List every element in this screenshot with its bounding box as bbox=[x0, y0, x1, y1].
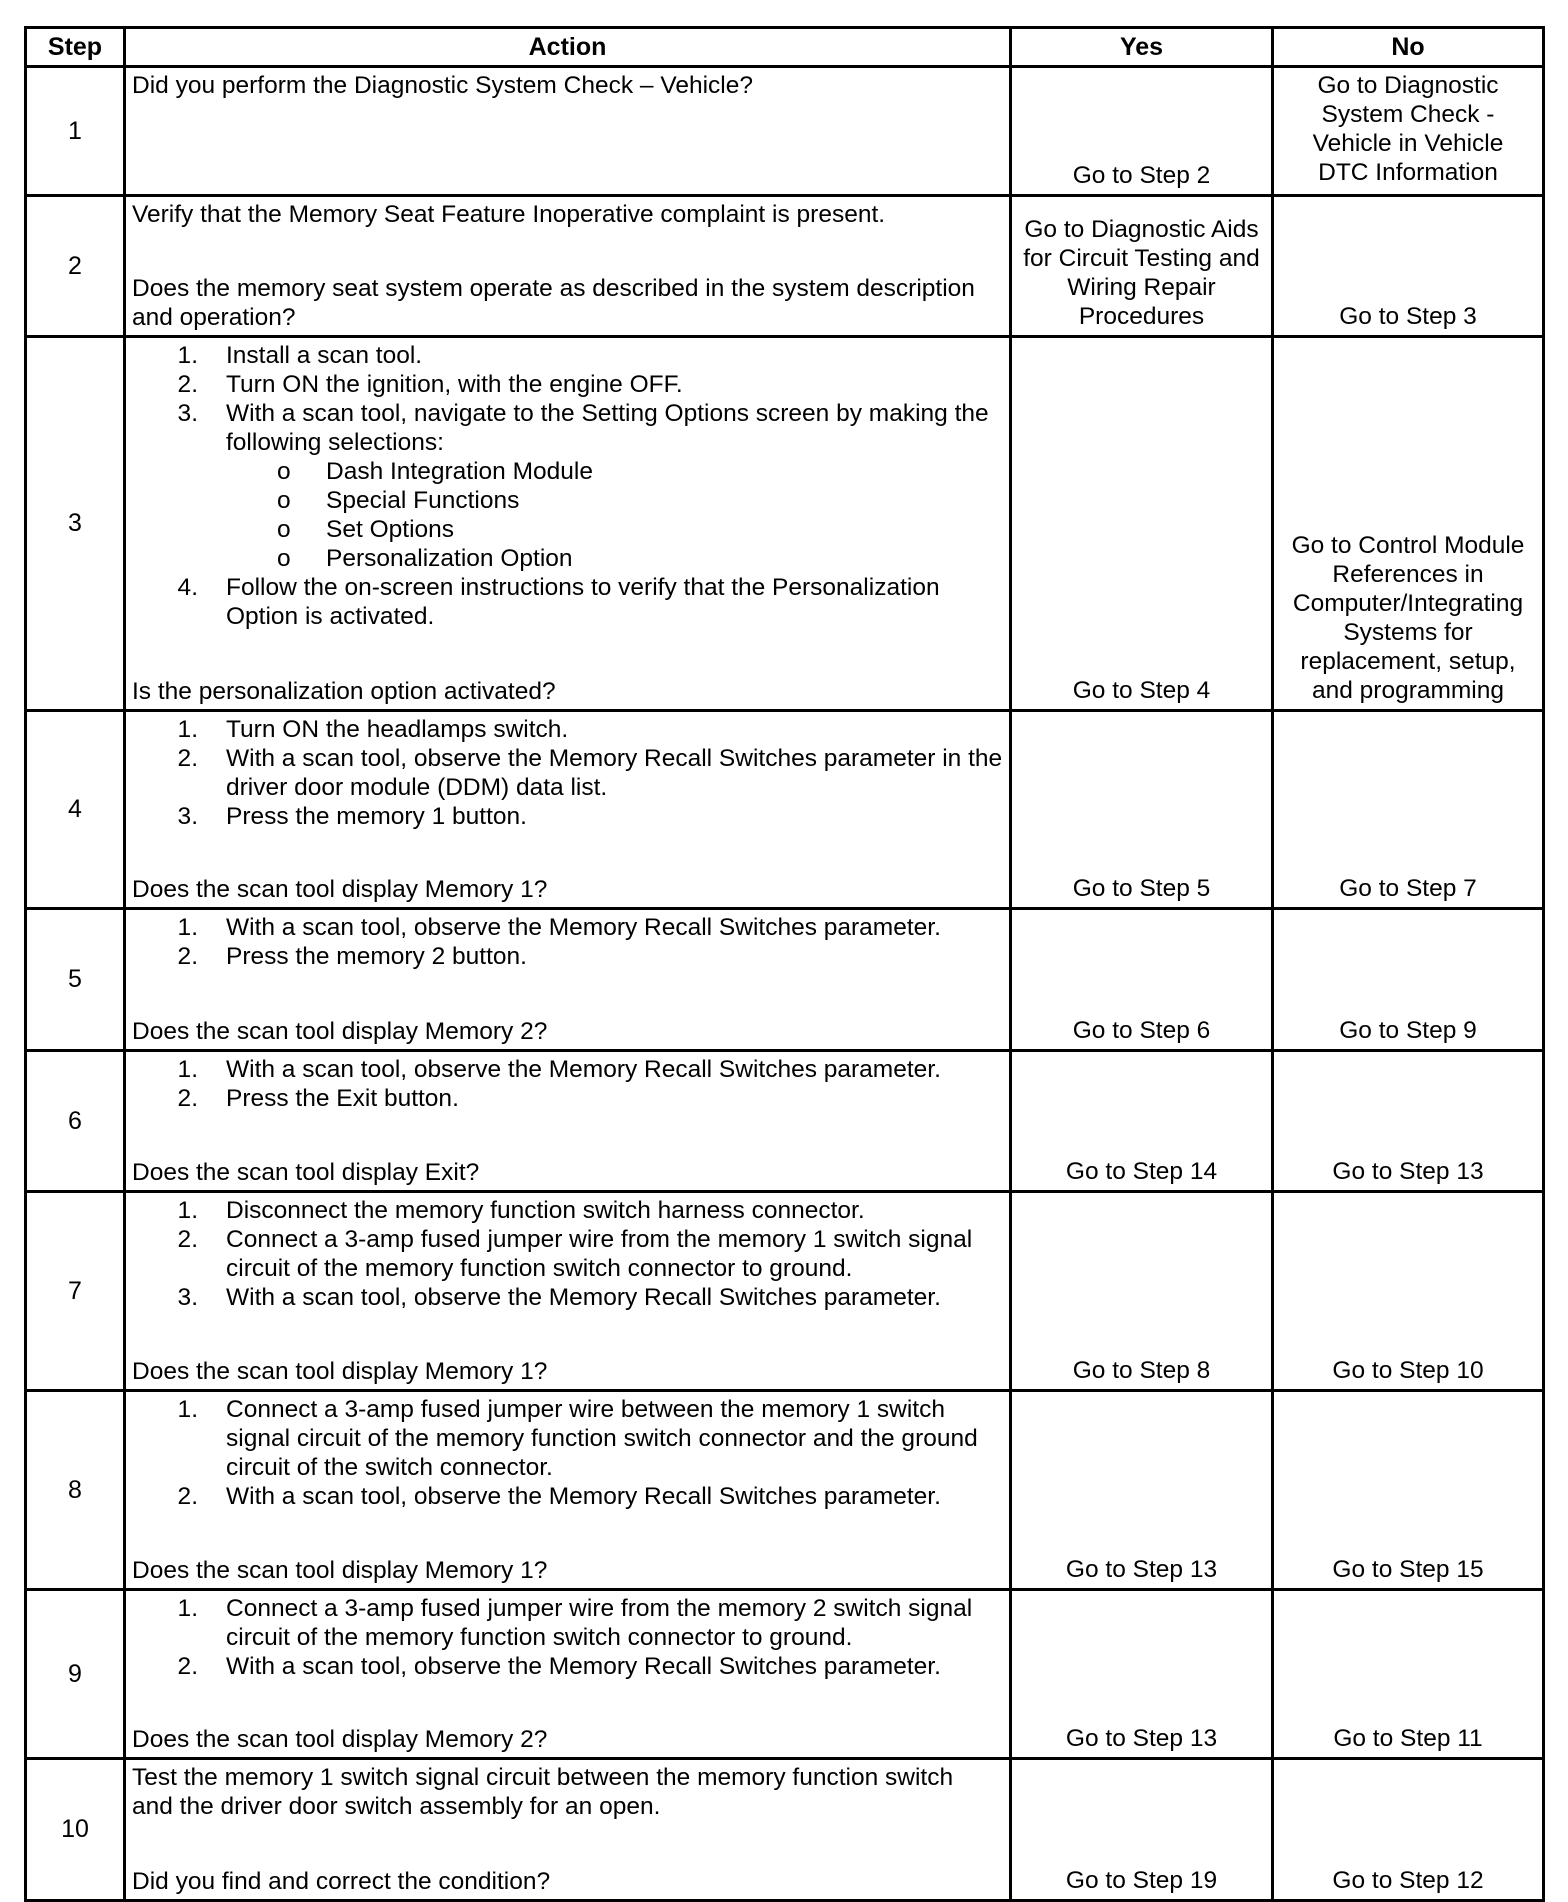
yes-cell bbox=[1011, 67, 1273, 196]
step-number: 6 bbox=[26, 1051, 125, 1192]
no-outcome-line: and programming bbox=[1311, 677, 1505, 704]
no-outcome-line: Systems for bbox=[1343, 619, 1473, 646]
header-no: No bbox=[1273, 28, 1544, 67]
header-row bbox=[26, 28, 1544, 67]
procedure-list bbox=[132, 1395, 1005, 1511]
no-outcome-line: Computer/Integrating bbox=[1292, 590, 1524, 617]
step-number: 10 bbox=[26, 1759, 125, 1901]
procedure-item: Connect a 3-amp fused jumper wire between the memory 1 switch signal circuit of the memory function switch connector and the ground circuit of the switch connector. bbox=[226, 1396, 978, 1481]
procedure-item: Press the memory 1 button. bbox=[226, 803, 527, 830]
table-row-step-10 bbox=[26, 1759, 1544, 1901]
yes-outcome-line: for Circuit Testing and bbox=[1023, 245, 1260, 272]
no-cell bbox=[1273, 1192, 1544, 1391]
question-text: Does the scan tool display Exit? bbox=[132, 1159, 480, 1186]
yes-outcome: Go to Step 19 bbox=[1065, 1867, 1218, 1894]
procedure-list bbox=[132, 1594, 1005, 1681]
yes-cell bbox=[1011, 711, 1273, 909]
no-outcome-line: DTC Information bbox=[1318, 159, 1498, 186]
selection-item: o Dash Integration Module bbox=[326, 457, 1005, 486]
step-number: 1 bbox=[26, 67, 125, 196]
procedure-list bbox=[132, 715, 1005, 831]
selection-item: o Special Functions bbox=[326, 486, 1005, 515]
step-number: 8 bbox=[26, 1391, 125, 1590]
action-cell bbox=[125, 1192, 1011, 1391]
yes-cell bbox=[1011, 196, 1273, 337]
action-text: Did you perform the Diagnostic System Check – Vehicle? bbox=[132, 72, 753, 99]
no-outcome: Go to Step 15 bbox=[1332, 1556, 1484, 1583]
no-outcome: Go to Step 9 bbox=[1339, 1017, 1477, 1044]
no-outcome-line: Go to Control Module bbox=[1291, 532, 1525, 559]
no-outcome-line: References in bbox=[1332, 561, 1484, 588]
no-outcome: Go to Step 13 bbox=[1332, 1158, 1484, 1185]
procedure-item: Connect a 3-amp fused jumper wire from the memory 1 switch signal circuit of the memory function switch connector to ground. bbox=[226, 1226, 973, 1282]
table-row-step-4 bbox=[26, 711, 1544, 909]
no-outcome: Go to Step 11 bbox=[1333, 1725, 1483, 1752]
header-action: Action bbox=[125, 28, 1011, 67]
procedure-list bbox=[132, 1055, 1005, 1113]
yes-outcome: Go to Step 5 bbox=[1072, 875, 1211, 902]
question-text: Did you find and correct the condition? bbox=[132, 1868, 551, 1895]
no-cell bbox=[1273, 1590, 1544, 1759]
procedure-list bbox=[132, 341, 1005, 631]
step-number: 7 bbox=[26, 1192, 125, 1391]
table-row-step-6 bbox=[26, 1051, 1544, 1192]
procedure-item: With a scan tool, observe the Memory Recall Switches parameter. bbox=[226, 1653, 941, 1680]
yes-outcome-line: Procedures bbox=[1078, 303, 1205, 330]
question-line: and operation? bbox=[132, 304, 296, 331]
no-cell bbox=[1273, 909, 1544, 1051]
yes-cell bbox=[1011, 1590, 1273, 1759]
no-cell bbox=[1273, 67, 1544, 196]
action-cell bbox=[125, 711, 1011, 909]
action-text-line: Test the memory 1 switch signal circuit between the memory function switch bbox=[132, 1764, 954, 1791]
yes-cell bbox=[1011, 1192, 1273, 1391]
no-outcome-line: Vehicle in Vehicle bbox=[1312, 130, 1504, 157]
step-number: 5 bbox=[26, 909, 125, 1051]
procedure-item: Follow the on-screen instructions to verify that the Personalization Option is activated. bbox=[226, 574, 940, 630]
table-row-step-2 bbox=[26, 196, 1544, 337]
header-step: Step bbox=[26, 28, 125, 67]
yes-outcome: Go to Step 13 bbox=[1065, 1556, 1218, 1583]
step-number: 9 bbox=[26, 1590, 125, 1759]
table-row-step-8 bbox=[26, 1391, 1544, 1590]
no-outcome-line: System Check - bbox=[1321, 101, 1495, 128]
no-cell bbox=[1273, 1759, 1544, 1901]
diagnostic-table bbox=[24, 26, 1545, 1902]
no-outcome-line: replacement, setup, bbox=[1300, 648, 1516, 675]
procedure-item: With a scan tool, observe the Memory Recall Switches parameter. bbox=[226, 1284, 941, 1311]
yes-outcome: Go to Step 14 bbox=[1065, 1158, 1218, 1185]
action-cell bbox=[125, 909, 1011, 1051]
no-cell bbox=[1273, 1391, 1544, 1590]
action-cell bbox=[125, 1051, 1011, 1192]
no-outcome: Go to Step 12 bbox=[1332, 1867, 1484, 1894]
yes-cell bbox=[1011, 1391, 1273, 1590]
procedure-item bbox=[226, 399, 1005, 573]
selection-list bbox=[226, 457, 1005, 573]
question-text: Does the scan tool display Memory 1? bbox=[132, 1557, 548, 1584]
action-cell bbox=[125, 1759, 1011, 1901]
procedure-item: With a scan tool, observe the Memory Recall Switches parameter in the driver door module (DDM) data list. bbox=[226, 745, 1003, 801]
question-text: Does the scan tool display Memory 1? bbox=[132, 876, 548, 903]
no-cell bbox=[1273, 196, 1544, 337]
action-cell bbox=[125, 196, 1011, 337]
question-text: Does the scan tool display Memory 2? bbox=[132, 1726, 548, 1753]
no-cell bbox=[1273, 337, 1544, 711]
yes-outcome-line: Wiring Repair bbox=[1067, 274, 1216, 301]
action-cell bbox=[125, 337, 1011, 711]
procedure-list bbox=[132, 1196, 1005, 1312]
question-text: Does the scan tool display Memory 1? bbox=[132, 1358, 548, 1385]
selection-item: o Set Options bbox=[326, 515, 1005, 544]
question-text: Is the personalization option activated? bbox=[132, 678, 556, 705]
selection-item: o Personalization Option bbox=[326, 544, 1005, 573]
table-row-step-3 bbox=[26, 337, 1544, 711]
procedure-item: With a scan tool, observe the Memory Recall Switches parameter. bbox=[226, 914, 941, 941]
no-cell bbox=[1273, 711, 1544, 909]
yes-cell bbox=[1011, 1759, 1273, 1901]
no-outcome: Go to Step 10 bbox=[1332, 1357, 1484, 1384]
step-number: 3 bbox=[26, 337, 125, 711]
yes-outcome: Go to Step 6 bbox=[1072, 1017, 1211, 1044]
action-text-line: and the driver door switch assembly for an open. bbox=[132, 1793, 661, 1820]
procedure-item: Press the memory 2 button. bbox=[226, 943, 527, 970]
yes-outcome: Go to Step 13 bbox=[1065, 1725, 1218, 1752]
table-row-step-5 bbox=[26, 909, 1544, 1051]
procedure-item-text: With a scan tool, navigate to the Setting Options screen by making the following selections: bbox=[226, 400, 989, 456]
yes-outcome: Go to Step 4 bbox=[1072, 677, 1211, 704]
question-line: Does the memory seat system operate as described in the system description bbox=[132, 275, 975, 302]
procedure-item: Disconnect the memory function switch harness connector. bbox=[226, 1197, 865, 1224]
yes-outcome: Go to Step 2 bbox=[1072, 162, 1211, 189]
action-cell bbox=[125, 1590, 1011, 1759]
header-yes: Yes bbox=[1011, 28, 1273, 67]
table-row-step-9 bbox=[26, 1590, 1544, 1759]
action-cell bbox=[125, 1391, 1011, 1590]
step-number: 2 bbox=[26, 196, 125, 337]
action-text: Verify that the Memory Seat Feature Inoperative complaint is present. bbox=[132, 201, 886, 228]
no-cell bbox=[1273, 1051, 1544, 1192]
procedure-item: With a scan tool, observe the Memory Recall Switches parameter. bbox=[226, 1056, 941, 1083]
procedure-item: Connect a 3-amp fused jumper wire from the memory 2 switch signal circuit of the memory function switch connector to ground. bbox=[226, 1595, 973, 1651]
step-number: 4 bbox=[26, 711, 125, 909]
procedure-item: With a scan tool, observe the Memory Recall Switches parameter. bbox=[226, 1483, 941, 1510]
procedure-item: Turn ON the ignition, with the engine OFF. bbox=[226, 371, 683, 398]
yes-outcome: Go to Step 8 bbox=[1072, 1357, 1211, 1384]
yes-outcome-line: Go to Diagnostic Aids bbox=[1024, 216, 1259, 243]
question-text: Does the scan tool display Memory 2? bbox=[132, 1018, 548, 1045]
yes-cell bbox=[1011, 909, 1273, 1051]
procedure-list bbox=[132, 913, 1005, 971]
yes-cell bbox=[1011, 337, 1273, 711]
table-row-step-7 bbox=[26, 1192, 1544, 1391]
no-outcome: Go to Step 7 bbox=[1339, 875, 1477, 902]
procedure-item: Turn ON the headlamps switch. bbox=[226, 716, 569, 743]
action-cell bbox=[125, 67, 1011, 196]
procedure-item: Press the Exit button. bbox=[226, 1085, 459, 1112]
no-outcome: Go to Step 3 bbox=[1339, 303, 1477, 330]
table-row-step-1 bbox=[26, 67, 1544, 196]
no-outcome-line: Go to Diagnostic bbox=[1317, 72, 1499, 99]
procedure-item: Install a scan tool. bbox=[226, 342, 423, 369]
yes-cell bbox=[1011, 1051, 1273, 1192]
